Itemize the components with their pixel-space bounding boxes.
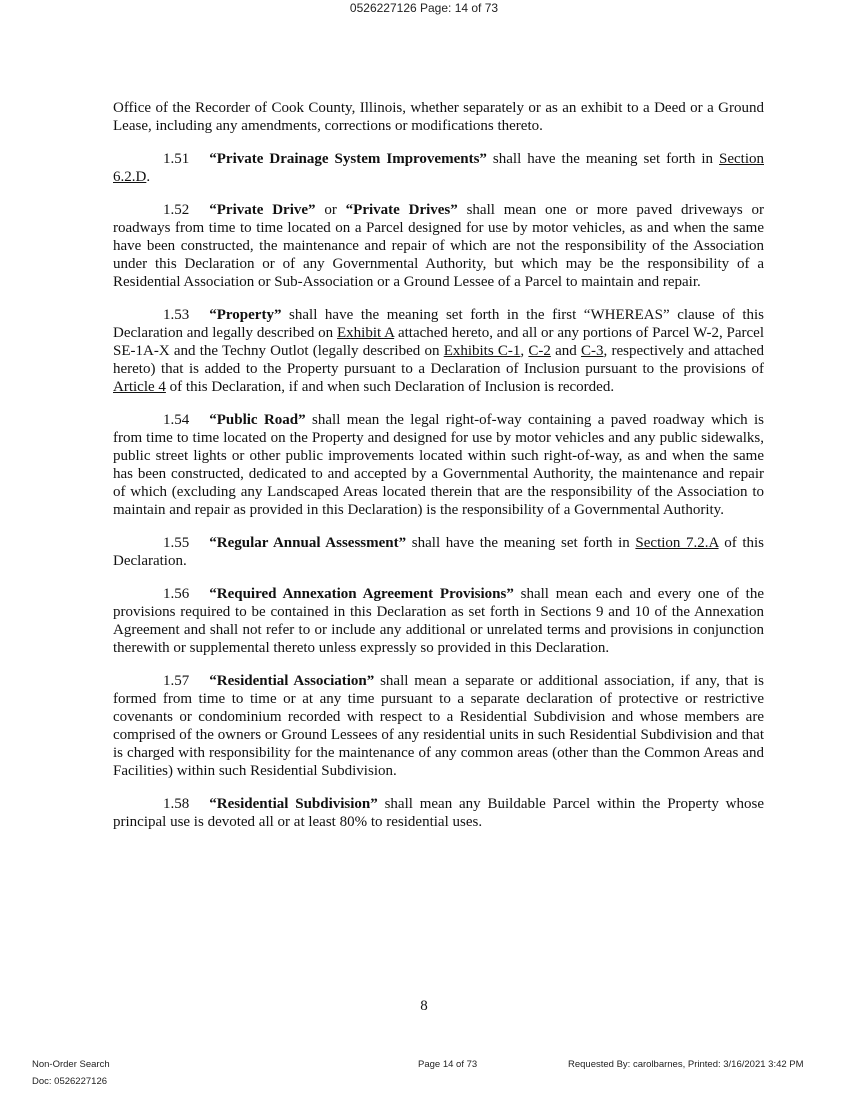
section-1-53	[113, 306, 764, 396]
section-text: shall mean the legal right-of-way containing a paved roadway which is from time to time located on the Property and designed for use by motor vehicles and any public sidewalks, public street lights or other public improvements located within such right-of-way, as and when the same has been constructed, dedicated to and accepted by a Governmental Authority, the maintenance and repair of which (excluding any Landscaped Areas located therein that are the responsibility of the Association to maintain and repair as provided in this Declaration) is the responsibility of a Governmental Authority.	[113, 412, 765, 518]
footer-doc-number: Doc: 0526227126	[32, 1076, 108, 1087]
section-1-56	[113, 585, 764, 657]
section-1-55	[113, 534, 764, 570]
defined-term: “Required Annexation Agreement Provisions”	[209, 586, 514, 602]
section-text: shall have the meaning set forth in the first “WHEREAS” clause of this Declaration and legally described on	[113, 307, 764, 341]
section-text: shall mean one or more paved driveways or roadways from time to time located on a Parcel designed for use by motor vehicles, as and when the same have been constructed, the maintenance and repair of which are not the responsibility of the Association under this Declaration or of any Governmental Authority, but which may be the responsibility of a Residential Association or Sub-Association or a Ground Lessee of a Parcel to maintain and repair.	[113, 202, 764, 290]
section-number: 1.57	[163, 673, 190, 689]
section-number: 1.55	[163, 535, 190, 551]
cross-reference: Section 7.2.A	[635, 535, 719, 551]
section-text: shall have the meaning set forth in	[406, 535, 636, 551]
defined-term: “Residential Subdivision”	[209, 796, 378, 812]
defined-term: “Public Road”	[209, 412, 306, 428]
defined-term: “Property”	[209, 307, 282, 323]
section-number: 1.53	[163, 307, 190, 323]
defined-term: “Private Drive”	[209, 202, 316, 218]
section-text: shall mean any Buildable Parcel within the Property whose principal use is devoted all or at least 80% to residential uses.	[113, 796, 764, 830]
cross-reference: Section 6.2.D	[113, 151, 764, 185]
page-number: 8	[420, 998, 428, 1014]
cross-reference: Article 4	[113, 379, 166, 395]
section-number: 1.58	[163, 796, 190, 812]
section-text: and	[550, 343, 581, 359]
section-1-51	[113, 150, 764, 186]
section-text: of this Declaration.	[113, 535, 765, 569]
section-1-58	[113, 795, 764, 831]
footer-requested-by: Requested By: carolbarnes, Printed: 3/16/2021 3:42 PM	[568, 1059, 804, 1070]
cross-reference: C-3	[581, 343, 604, 359]
section-text: shall mean each and every one of the provisions required to be contained in this Declaration as set forth in Sections 9 and 10 of the Annexation Agreement and shall not refer to or include any additional or unrelated terms and provisions in conjunction therewith or supplemental thereto unless expressly so provided in this Declaration.	[113, 586, 764, 656]
section-text: .	[146, 169, 151, 185]
cross-reference: C-2	[528, 343, 551, 359]
footer-search-type: Non-Order Search	[32, 1059, 110, 1070]
section-1-52	[113, 201, 764, 291]
section-1-57	[113, 672, 764, 780]
section-number: 1.56	[163, 586, 190, 602]
section-text: of this Declaration, if and when such Declaration of Inclusion is recorded.	[165, 379, 615, 395]
cross-reference: Exhibit A	[336, 325, 395, 341]
defined-term: “Private Drainage System Improvements”	[209, 151, 487, 167]
section-text: attached hereto, and all or any portions of Parcel W-2, Parcel SE-1A-X and the Techny Outlot (legally described on	[113, 325, 764, 359]
section-number: 1.54	[163, 412, 190, 428]
section-text: shall mean a separate or additional association, if any, that is formed from time to time or at any time pursuant to a separate declaration of protective or restrictive covenants or condominium recorded with respect to a Residential Subdivision and whose members are comprised of the owners or Ground Lessees of any residential units in such Residential Subdivision and that is charged with responsibility for the maintenance of any common areas (other than the Common Areas and Facilities) within such Residential Subdivision.	[113, 673, 764, 779]
cross-reference: Exhibits C-1	[443, 343, 521, 359]
defined-term: “Regular Annual Assessment”	[209, 535, 407, 551]
section-1-54	[113, 411, 764, 519]
section-text: or	[315, 202, 346, 218]
footer-page-count: Page 14 of 73	[418, 1059, 478, 1070]
defined-term: “Private Drives”	[345, 202, 458, 218]
defined-term: “Residential Association”	[209, 673, 375, 689]
document-body	[113, 99, 764, 846]
section-text: ,	[520, 343, 529, 359]
intro-paragraph: Office of the Recorder of Cook County, Illinois, whether separately or as an exhibit to a Deed or a Ground Lease, including any amendments, corrections or modifications thereto.	[113, 100, 764, 134]
document-header: 0526227126 Page: 14 of 73	[349, 1, 499, 15]
section-text: shall have the meaning set forth in	[486, 151, 719, 167]
section-text: , respectively and attached hereto) that is added to the Property pursuant to a Declaration of Inclusion pursuant to the provisions of	[113, 343, 764, 377]
section-number: 1.51	[163, 151, 190, 167]
section-number: 1.52	[163, 202, 190, 218]
